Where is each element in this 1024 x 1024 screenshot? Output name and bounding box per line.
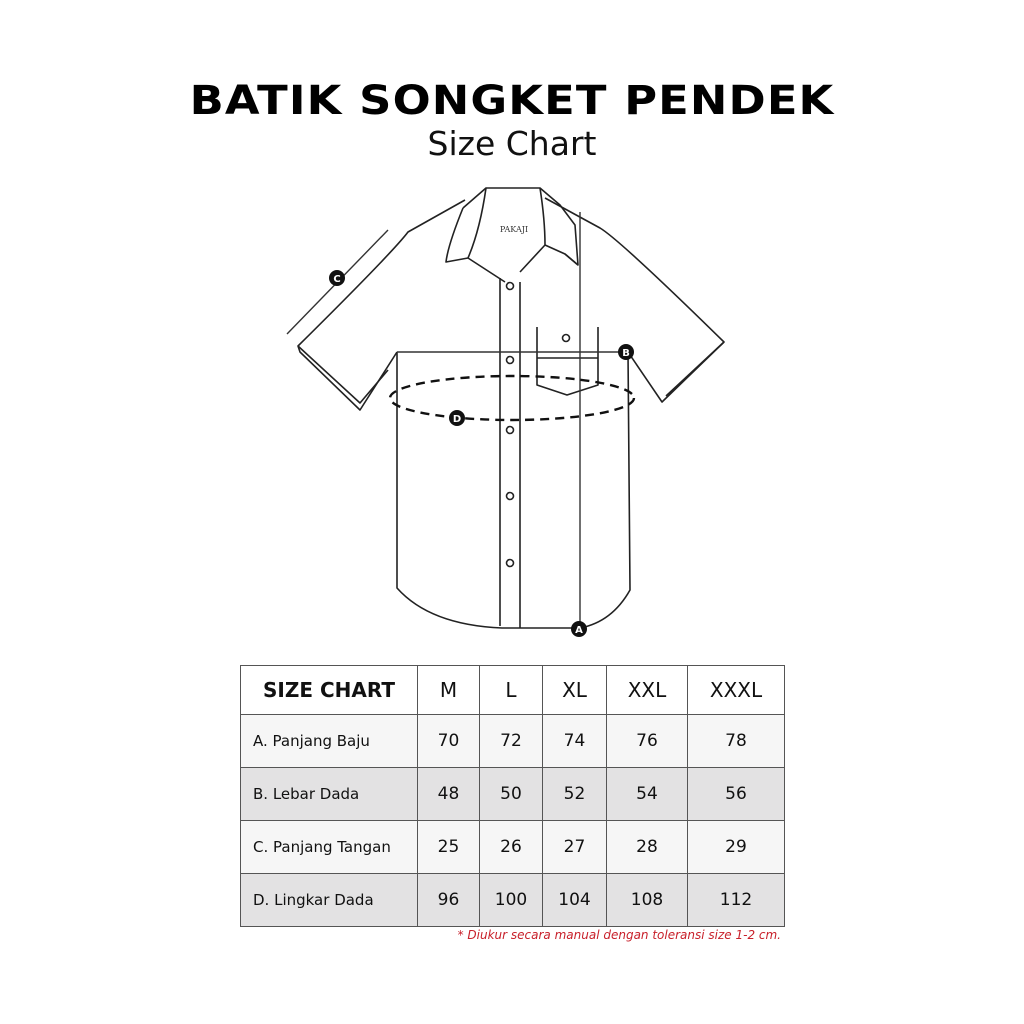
table-cell: 78 xyxy=(688,715,785,768)
column-header-m: M xyxy=(418,666,480,715)
right-sleeve-outline xyxy=(545,198,724,402)
table-cell: 48 xyxy=(418,768,480,821)
shirt-body-outline xyxy=(397,352,630,628)
table-cell: 74 xyxy=(543,715,607,768)
column-header-xxxl: XXXL xyxy=(688,666,785,715)
table-cell: 96 xyxy=(418,874,480,927)
chest-circumference-line xyxy=(390,376,634,420)
placket-outline xyxy=(500,278,520,628)
table-row xyxy=(241,821,785,874)
row-label: D. Lingkar Dada xyxy=(241,874,418,927)
brand-label: PAKAJI xyxy=(499,225,529,234)
page-subtitle: Size Chart xyxy=(427,124,597,163)
marker-d xyxy=(449,410,465,426)
column-header-l: L xyxy=(480,666,543,715)
table-cell: 28 xyxy=(607,821,688,874)
table-cell: 108 xyxy=(607,874,688,927)
marker-a xyxy=(571,621,587,637)
table-row xyxy=(241,768,785,821)
table-header-title: SIZE CHART xyxy=(241,666,418,715)
table-cell: 29 xyxy=(688,821,785,874)
svg-text:A: A xyxy=(575,625,583,636)
table-cell: 50 xyxy=(480,768,543,821)
table-cell: 56 xyxy=(688,768,785,821)
table-header-row xyxy=(241,666,785,715)
svg-text:D: D xyxy=(452,414,462,425)
table-row xyxy=(241,715,785,768)
svg-text:B: B xyxy=(622,348,630,359)
table-cell: 112 xyxy=(688,874,785,927)
page-title: BATIK SONGKET PENDEK xyxy=(189,78,835,124)
row-label: B. Lebar Dada xyxy=(241,768,418,821)
table-cell: 25 xyxy=(418,821,480,874)
table-row xyxy=(241,874,785,927)
column-header-xxl: XXL xyxy=(607,666,688,715)
size-chart-table xyxy=(240,665,785,927)
svg-text:C: C xyxy=(333,274,341,285)
row-label: A. Panjang Baju xyxy=(241,715,418,768)
table-cell: 104 xyxy=(543,874,607,927)
shirt-buttons xyxy=(507,283,570,567)
table-cell: 76 xyxy=(607,715,688,768)
table-cell: 27 xyxy=(543,821,607,874)
column-header-xl: XL xyxy=(543,666,607,715)
table-cell: 54 xyxy=(607,768,688,821)
marker-c xyxy=(329,270,345,286)
marker-b xyxy=(618,344,634,360)
table-cell: 26 xyxy=(480,821,543,874)
tolerance-note: * Diukur secara manual dengan toleransi size 1-2 cm. xyxy=(457,928,781,942)
row-label: C. Panjang Tangan xyxy=(241,821,418,874)
table-cell: 52 xyxy=(543,768,607,821)
table-cell: 70 xyxy=(418,715,480,768)
table-cell: 100 xyxy=(480,874,543,927)
table-cell: 72 xyxy=(480,715,543,768)
